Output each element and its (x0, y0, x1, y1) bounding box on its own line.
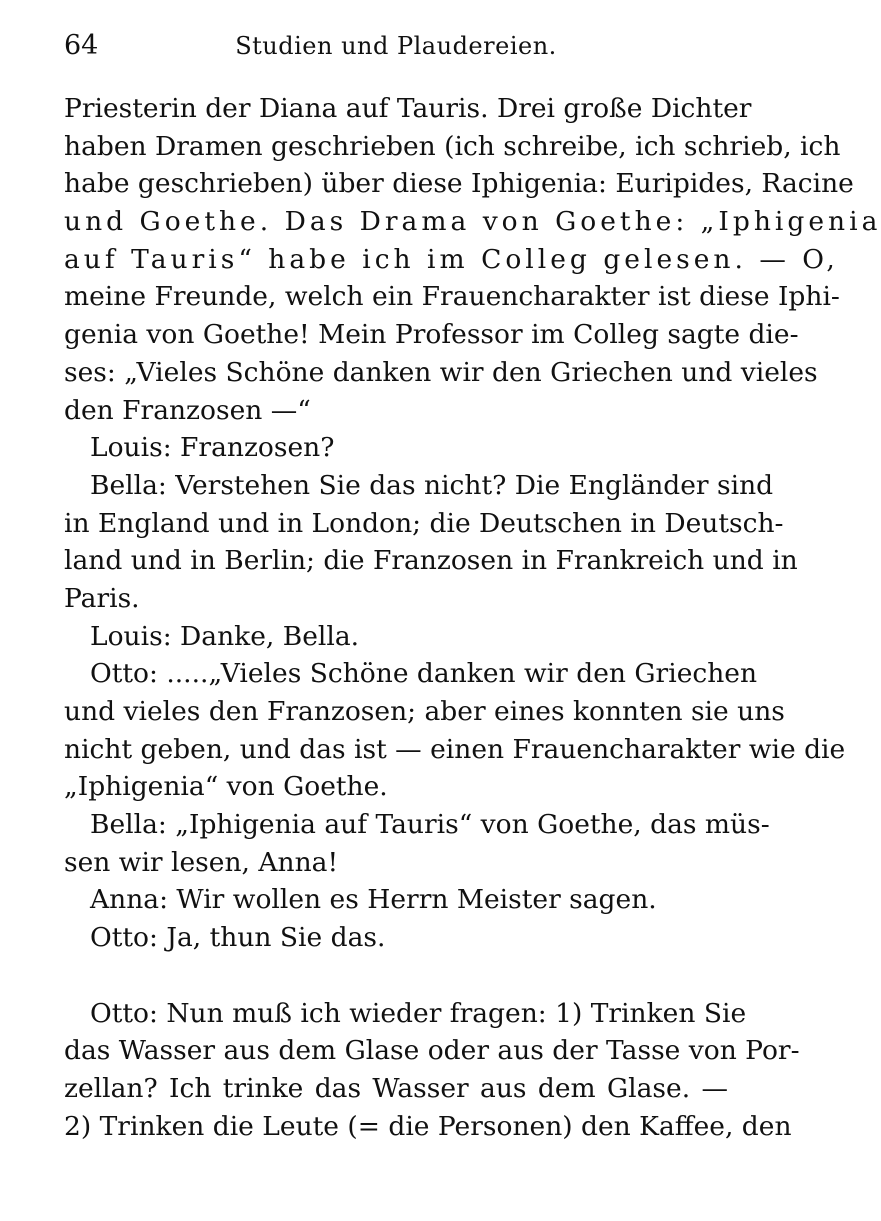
text-line: und Goethe. Das Drama von Goethe: „Iphigenia (64, 206, 881, 238)
text-line: habe geschrieben) über diese Iphigenia: Euripides, Racine (64, 168, 854, 200)
text-line: den Franzosen —“ (64, 394, 311, 426)
dialogue-line-otto: Otto: Nun muß ich wieder fragen: 1) Trinken Sie (90, 997, 747, 1029)
dialogue-line-anna: Anna: Wir wollen es Herrn Meister sagen. (90, 884, 657, 916)
page-number: 64 (64, 30, 99, 61)
text-line: und vieles den Franzosen; aber eines konnten sie uns (64, 696, 785, 727)
dialogue-line-otto: Otto: Ja, thun Sie das. (90, 922, 386, 954)
page-header (64, 30, 728, 70)
text-line: land und in Berlin; die Franzosen in Frankreich und in (64, 545, 798, 577)
dialogue-line-bella: Bella: „Iphigenia auf Tauris“ von Goethe, das müs- (90, 809, 770, 841)
text-line: sen wir lesen, Anna! (64, 846, 339, 878)
text-line: haben Dramen geschrieben (ich schreibe, ich schrieb, ich (64, 130, 841, 162)
text-line: Paris. (64, 582, 140, 614)
text-line: ses: „Vieles Schöne danken wir den Griechen und vieles (64, 356, 818, 388)
dialogue-line-bella: Bella: Verstehen Sie das nicht? Die Engländer sind (90, 469, 774, 501)
dialogue-line-louis: Louis: Danke, Bella. (90, 620, 360, 652)
running-title: Studien und Plaudereien. (235, 32, 557, 60)
text-line: das Wasser aus dem Glase oder aus der Tasse von Por- (64, 1035, 800, 1067)
text-line: Priesterin der Diana auf Tauris. Drei große Dichter (64, 93, 752, 124)
text-line: meine Freunde, welch ein Frauencharakter ist diese Iphi- (64, 281, 840, 313)
text-line: nicht geben, und das ist — einen Frauencharakter wie die (64, 733, 846, 765)
body-text (64, 90, 881, 1145)
text-line: genia von Goethe! Mein Professor im Colleg sagte die- (64, 319, 799, 351)
dialogue-line-louis: Louis: Franzosen? (90, 432, 335, 464)
text-line: auf Tauris“ habe ich im Colleg gelesen. — O, (64, 243, 839, 275)
text-line: in England und in London; die Deutschen in Deutsch- (64, 507, 784, 539)
text-line: 2) Trinken die Leute (= die Personen) den Kaffee, den (64, 1110, 792, 1142)
text-line: zellan? Ich trinke das Wasser aus dem Glase. — (64, 1072, 728, 1104)
text-line: „Iphigenia“ von Goethe. (64, 771, 388, 803)
dialogue-line-otto: Otto: .....„Vieles Schöne danken wir den Griechen (90, 658, 758, 690)
paragraph-gap (64, 957, 728, 995)
